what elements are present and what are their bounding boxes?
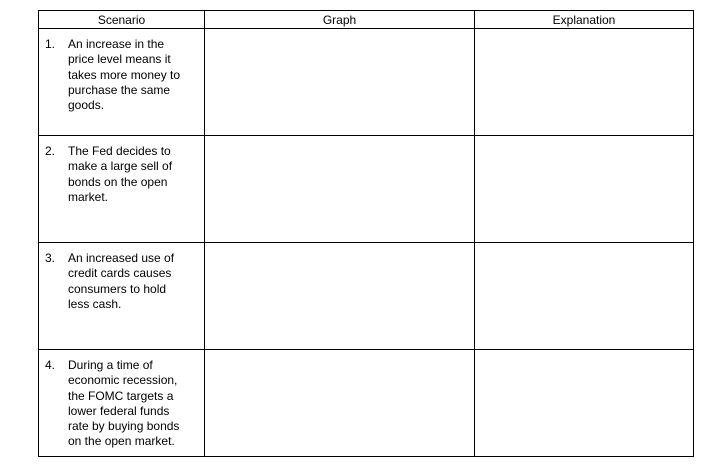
scenario-text	[68, 37, 198, 113]
scenario-line: less cash.	[68, 296, 122, 311]
scenario-line: credit cards causes	[68, 266, 172, 281]
scenario-line: An increased use of	[68, 251, 175, 265]
scenario-item	[39, 243, 204, 312]
scenario-line: rate by buying bonds	[68, 419, 180, 434]
scenario-line: During a time of	[68, 358, 153, 372]
scenario-cell	[39, 136, 205, 243]
scenario-line: price level means it	[68, 52, 171, 67]
scenario-line: the FOMC targets a	[68, 388, 174, 403]
scenario-cell	[39, 243, 205, 350]
header-graph: Graph	[205, 11, 475, 29]
table-row	[39, 350, 694, 457]
scenario-line: The Fed decides to	[68, 144, 171, 158]
scenario-line: lower federal funds	[68, 403, 170, 418]
scenario-line: goods.	[68, 98, 105, 113]
scenario-line: purchase the same	[68, 82, 171, 97]
table-row	[39, 136, 694, 243]
scenario-worksheet-table	[38, 10, 694, 457]
header-scenario: Scenario	[39, 11, 205, 29]
graph-answer-cell[interactable]	[205, 243, 475, 350]
scenario-number: 1.	[45, 37, 56, 51]
table-row	[39, 243, 694, 350]
scenario-line: An increase in the	[68, 37, 165, 51]
scenario-line: economic recession,	[68, 373, 178, 388]
scenario-line: make a large sell of	[68, 159, 173, 174]
explanation-answer-cell[interactable]	[475, 350, 694, 457]
scenario-text	[68, 358, 198, 450]
scenario-line: takes more money to	[68, 67, 181, 82]
scenario-number: 4.	[45, 358, 56, 372]
scenario-number: 3.	[45, 251, 56, 265]
table-row	[39, 29, 694, 136]
scenario-item	[39, 350, 204, 450]
scenario-line: bonds on the open	[68, 174, 168, 189]
explanation-answer-cell[interactable]	[475, 243, 694, 350]
scenario-cell	[39, 350, 205, 457]
scenario-line: consumers to hold	[68, 281, 167, 296]
scenario-text	[68, 144, 198, 205]
graph-answer-cell[interactable]	[205, 136, 475, 243]
scenario-cell	[39, 29, 205, 136]
graph-answer-cell[interactable]	[205, 29, 475, 136]
header-row	[39, 11, 694, 29]
scenario-line: on the open market.	[68, 434, 175, 449]
scenario-item	[39, 136, 204, 205]
graph-answer-cell[interactable]	[205, 350, 475, 457]
explanation-answer-cell[interactable]	[475, 136, 694, 243]
scenario-item	[39, 29, 204, 113]
scenario-number: 2.	[45, 144, 56, 158]
explanation-answer-cell[interactable]	[475, 29, 694, 136]
scenario-text	[68, 251, 198, 312]
header-explanation: Explanation	[475, 11, 694, 29]
scenario-line: market.	[68, 189, 109, 204]
